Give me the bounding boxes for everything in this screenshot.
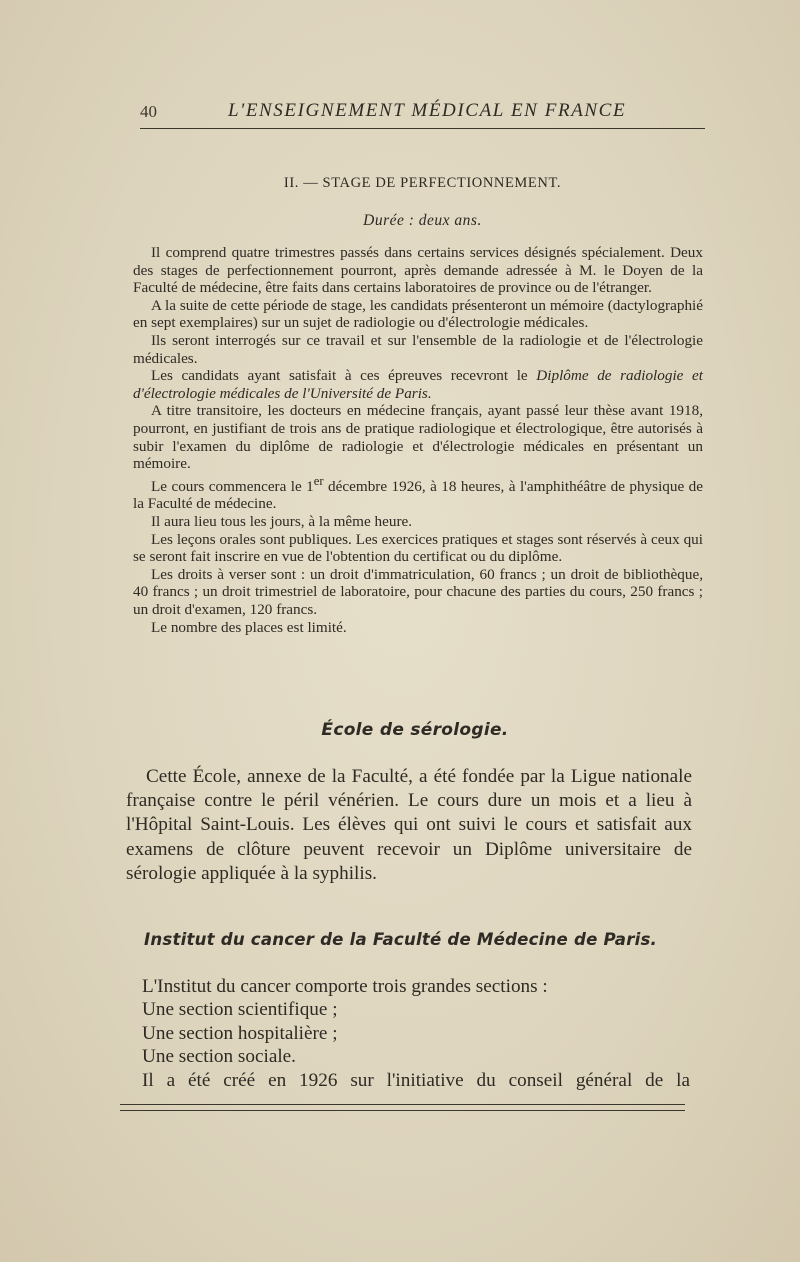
header-rule (140, 128, 705, 129)
bottom-double-rule (120, 1104, 685, 1111)
institute-line: Une section sociale. (142, 1046, 296, 1068)
stage-paragraph: Le nombre des places est limité. (151, 618, 347, 636)
stage-paragraph: Ils seront interrogés sur ce travail et sur l'ensemble de la radiologie et de l'électrologie médicales. (133, 331, 703, 367)
stage-paragraph: A titre transitoire, les docteurs en médecine français, ayant passé leur thèse avant 1918, pourront, en justifiant de trois ans de pratique radiologique et électrologique, être autorisés à subir l'examen du diplôme de radiologie et d'électrologie médicales en présentant un mémoire. (133, 402, 703, 473)
running-title: L'ENSEIGNEMENT MÉDICAL EN FRANCE (228, 100, 627, 121)
institute-heading: Institut du cancer de la Faculté de Médecine de Paris. (144, 930, 658, 949)
institute-line: Une section hospitalière ; (142, 1022, 338, 1044)
diploma-intro: Les candidats ayant satisfait à ces épreuves recevront le (151, 367, 537, 385)
page-number: 40 (140, 102, 157, 121)
stage-heading: II. — STAGE DE PERFECTIONNEMENT. (283, 175, 562, 191)
course-start-text-rest: décembre 1926, à 18 heures, à l'amphithéâtre de physique de la Faculté de médecine. (133, 477, 703, 513)
stage-paragraph: Les leçons orales sont publiques. Les exercices pratiques et stages sont réservés à ceux qui se seront fait inscrire en vue de l'obtention du certificat ou du diplôme. (133, 530, 703, 566)
serology-heading: École de sérologie. (321, 720, 509, 740)
serology-paragraph: Cette École, annexe de la Faculté, a été fondée par la Ligue nationale française contre le péril vénérien. Le cours dure un mois et a lieu à l'Hôpital Saint-Louis. Les élèves qui ont suivi le cours et satisfait aux examens de clôture peuvent recevoir un Diplôme universitaire de sérologie appliquée à la syphilis. (126, 766, 692, 884)
stage-paragraph (133, 473, 703, 513)
stage-duration: Durée : deux ans. (363, 212, 482, 229)
diploma-title: Diplôme de radiologie et d'électrologie médicales de l'Université de Paris. (133, 367, 703, 402)
institute-line: Il a été créé en 1926 sur l'initiative du conseil général de la (142, 1069, 690, 1091)
stage-paragraph (133, 367, 703, 402)
stage-body (133, 244, 703, 636)
stage-paragraph: A la suite de cette période de stage, les candidats présenteront un mémoire (dactylographié en sept exemplaires) sur un sujet de radiologie ou d'électrologie médicales. (133, 296, 703, 332)
course-start-text: Le cours commencera le 1 (151, 477, 314, 495)
stage-paragraph: Les droits à verser sont : un droit d'immatriculation, 60 francs ; un droit de bibliothèque, 40 francs ; un droit trimestriel de laboratoire, pour chacune des parties du cours, 250 francs ; un droit d'examen, 120 francs. (133, 565, 703, 618)
institute-line: L'Institut du cancer comporte trois grandes sections : (142, 976, 548, 997)
stage-paragraph: Il aura lieu tous les jours, à la même heure. (151, 512, 413, 530)
ordinal-suffix: er (313, 473, 324, 488)
institute-line: Une section scientifique ; (142, 999, 338, 1021)
page-header (140, 98, 705, 130)
serology-body (126, 765, 692, 886)
institute-body (142, 975, 690, 1092)
stage-paragraph: Il comprend quatre trimestres passés dans certains services désignés spécialement. Deux des stages de perfectionnement pourront, après demande adressée à M. le Doyen de la Faculté de médecine, être faits dans certains laboratoires de province ou de l'étranger. (133, 244, 703, 297)
